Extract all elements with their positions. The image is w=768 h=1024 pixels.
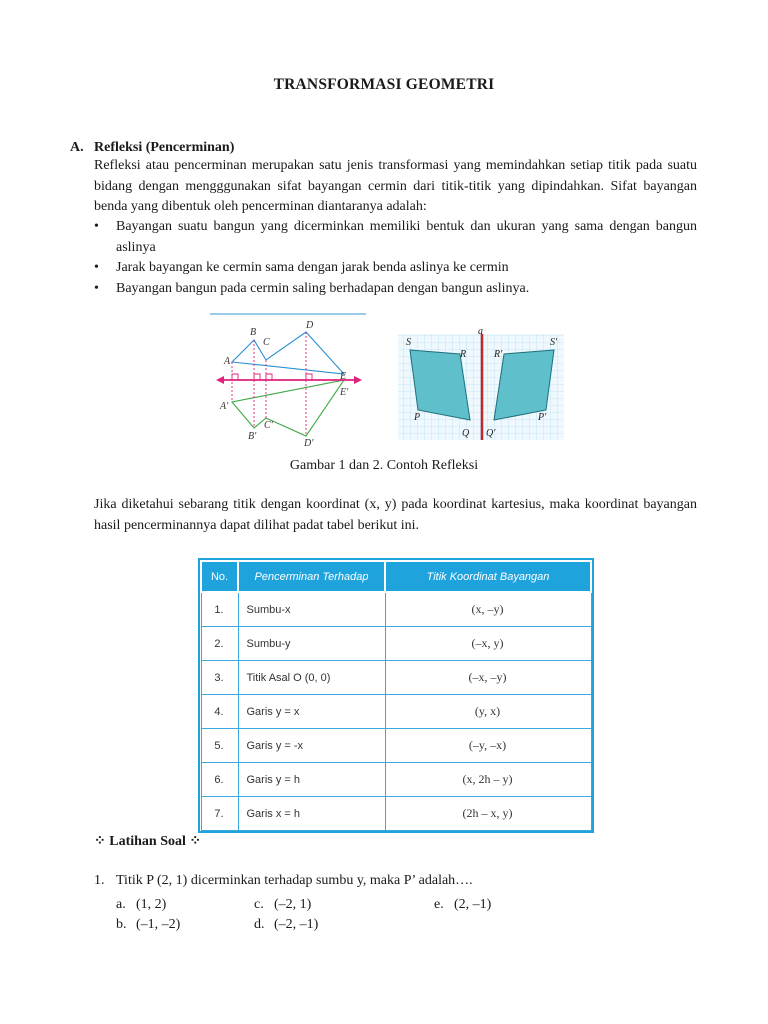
bullet-icon: • [94,219,99,234]
option-d-value: (–2, –1) [274,917,319,932]
table-row: 4. Garis y = x (y, x) [201,695,591,729]
fig2-label: Q [462,428,470,439]
fig1-label: A' [220,401,229,412]
option-c-key: c. [254,897,264,912]
section-letter: A. [70,140,84,155]
fig1-label: D [306,320,314,331]
section-heading [70,140,234,156]
fig2-label: R' [494,349,503,360]
document-title: TRANSFORMASI GEOMETRI [273,76,495,93]
reflection-figure-2 [396,328,568,444]
question-number: 1. [94,873,105,888]
option-e-value: (2, –1) [454,897,492,912]
fig1-label: E [340,371,347,382]
column-header: Titik Koordinat Bayangan [385,561,591,592]
option-e-key: e. [434,897,444,912]
table-row: 5. Garis y = -x (–y, –x) [201,729,591,763]
fig1-label: C [263,337,270,348]
table-row: 3. Titik Asal O (0, 0) (–x, –y) [201,661,591,695]
fig2-label: P [414,412,421,423]
fig2-label: S' [550,337,558,348]
option-b-value: (–1, –2) [136,917,181,932]
table-intro-paragraph: Jika diketahui sebarang titik dengan koordinat (x, y) pada koordinat kartesius, maka koordinat bayangan hasil pencerminannya dapat dilihat padat tabel berikut ini. [94,497,697,533]
table-row: 2. Sumbu-y (–x, y) [201,627,591,661]
option-c-value: (–2, 1) [274,897,312,912]
bullet-icon: • [94,280,99,296]
reflection-table [200,560,592,831]
fig1-label: E' [340,387,349,398]
table-row: 1. Sumbu-x (x, –y) [201,592,591,627]
bullet-icon: • [94,260,99,275]
option-a-value: (1, 2) [136,897,167,912]
fig1-label: A [224,356,231,367]
column-header: Pencerminan Terhadap [238,561,385,592]
column-header: No. [201,561,238,592]
reflection-figure-1 [208,312,370,450]
bullet-item: • Bayangan bangun pada cermin saling berhadapan dengan bangun aslinya. [94,279,697,300]
exercise-heading: ⁘ Latihan Soal ⁘ [94,834,202,849]
bullet-item: • Jarak bayangan ke cermin sama dengan jarak benda aslinya ke cermin [94,258,697,279]
fig2-label: R [460,349,467,360]
fig1-label: C' [264,420,273,431]
fig1-label: B' [248,431,257,442]
table-row: 7. Garis x = h (2h – x, y) [201,797,591,831]
fig2-label: P' [538,412,547,423]
fig2-label: a [478,328,483,337]
fig2-label: Q' [486,428,496,439]
table-row: 6. Garis y = h (x, 2h – y) [201,763,591,797]
option-a-key: a. [116,897,126,912]
fig1-label: D' [304,438,314,449]
figure-caption: Gambar 1 dan 2. Contoh Refleksi [289,458,479,473]
option-d-key: d. [254,917,265,932]
option-b-key: b. [116,917,127,932]
reflection-table-frame [198,558,594,833]
fig1-label: B [250,327,257,338]
bullet-list [94,217,697,299]
bullet-item: • Bayangan suatu bangun yang dicerminkan memiliki bentuk dan ukuran yang sama dengan bangun aslinya [94,219,697,255]
fig2-label: S [406,337,411,348]
question-text: Titik P (2, 1) dicerminkan terhadap sumbu y, maka P’ adalah…. [116,873,473,888]
intro-paragraph: Refleksi atau pencerminan merupakan satu jenis transformasi yang memindahkan setiap titik pada suatu bidang dengan mengggunakan sifat bayangan cermin dari titik-titik yang dipindahkan. Sifat bayangan benda yang dibentuk oleh pencerminan diantaranya adalah: [94,158,697,214]
table-header-row [201,561,591,592]
section-heading-text: Refleksi (Pencerminan) [94,140,235,155]
question-1 [94,873,694,941]
